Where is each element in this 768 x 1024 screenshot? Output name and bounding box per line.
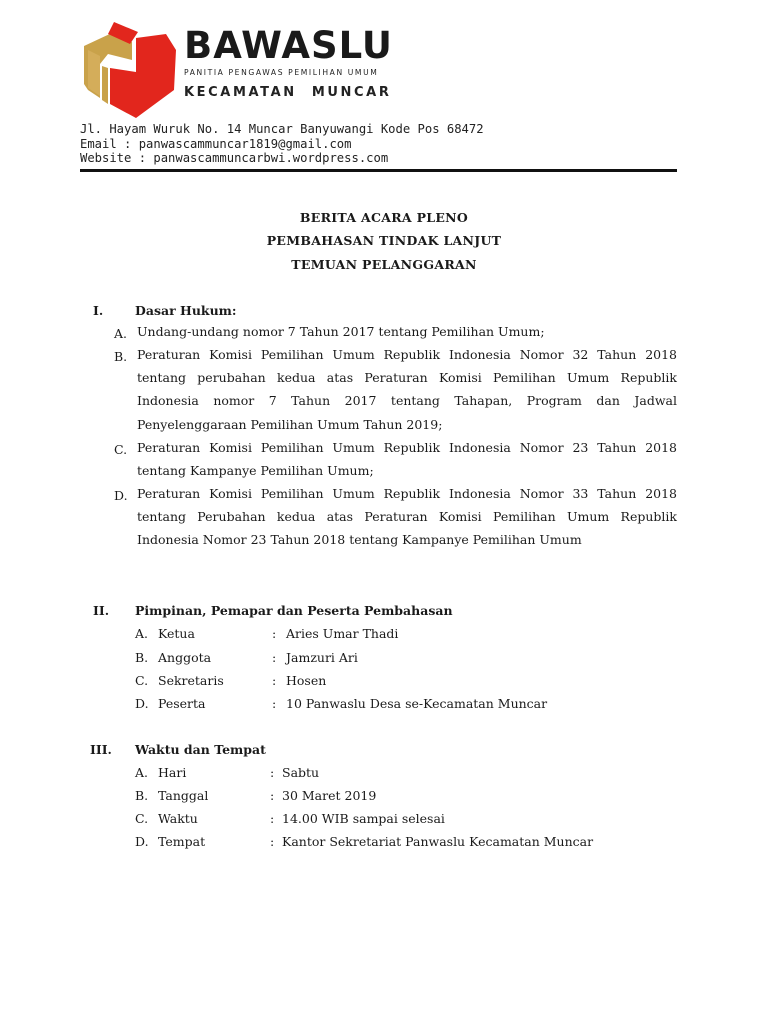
- row-label: B.: [135, 650, 149, 665]
- legal-item-text: Peraturan Komisi Pemilihan Umum Republik Indonesia Nomor 23 Tahun 2018 tentang Kampanye Pemilihan Umum;: [137, 440, 677, 479]
- row-colon: :: [270, 834, 275, 849]
- row-colon: :: [272, 673, 277, 688]
- row-name: Sekretaris: [158, 673, 224, 688]
- row-colon: :: [270, 811, 275, 826]
- row-label: A.: [135, 626, 149, 641]
- legal-item-label: D.: [114, 488, 128, 503]
- header-divider: [80, 169, 677, 172]
- section-1-number: I.: [93, 303, 104, 318]
- row-label: D.: [135, 696, 149, 711]
- contact-block: [80, 122, 484, 166]
- section-1-heading: Dasar Hukum:: [135, 303, 237, 318]
- row-value: Aries Umar Thadi: [286, 626, 399, 641]
- legal-item-text: Undang-undang nomor 7 Tahun 2017 tentang Pemilihan Umum;: [137, 324, 545, 339]
- row-label: C.: [135, 673, 149, 688]
- row-label: D.: [135, 834, 149, 849]
- row-label: C.: [135, 811, 149, 826]
- row-value: Jamzuri Ari: [286, 650, 358, 665]
- row-value: 10 Panwaslu Desa se-Kecamatan Muncar: [286, 696, 548, 711]
- org-subtitle: PANITIA PENGAWAS PEMILIHAN UMUM: [184, 68, 379, 77]
- section-2-number: II.: [93, 603, 110, 618]
- row-name: Peserta: [158, 696, 206, 711]
- section-3-number: III.: [90, 742, 112, 757]
- section-3-heading: Waktu dan Tempat: [135, 742, 266, 757]
- row-colon: :: [270, 765, 275, 780]
- row-label: B.: [135, 788, 149, 803]
- email-line: Email : panwascammuncar1819@gmail.com: [80, 136, 352, 151]
- row-colon: :: [272, 696, 277, 711]
- row-colon: :: [272, 650, 277, 665]
- legal-item-text: Peraturan Komisi Pemilihan Umum Republik Indonesia Nomor 33 Tahun 2018 tentang Perubahan kedua atas Peraturan Komisi Pemilihan Umum Republik Indonesia Nomor 23 Tahun 2018 tentang Kampanye Pemilihan Umum: [137, 486, 677, 548]
- row-label: A.: [135, 765, 149, 780]
- row-value: Hosen: [286, 673, 327, 688]
- row-name: Hari: [158, 765, 187, 780]
- title-line-2: PEMBAHASAN TINDAK LANJUT: [266, 233, 502, 248]
- row-name: Waktu: [158, 811, 198, 826]
- title-line-3: TEMUAN PELANGGARAN: [291, 257, 477, 272]
- legal-item-label: C.: [114, 442, 128, 457]
- row-value: 30 Maret 2019: [282, 788, 377, 803]
- row-colon: :: [270, 788, 275, 803]
- row-name: Tanggal: [158, 788, 209, 803]
- row-name: Tempat: [158, 834, 206, 849]
- org-name: BAWASLU: [184, 24, 393, 67]
- org-area: KECAMATAN MUNCAR: [184, 85, 392, 100]
- row-value: 14.00 WIB sampai selesai: [282, 811, 445, 826]
- row-value: Sabtu: [282, 765, 320, 780]
- legal-item-label: A.: [114, 326, 128, 341]
- org-block: [184, 26, 393, 100]
- website-line: Website : panwascammuncarbwi.wordpress.com: [80, 151, 389, 165]
- row-name: Ketua: [158, 626, 195, 641]
- title-line-1: BERITA ACARA PLENO: [299, 210, 469, 225]
- row-value: Kantor Sekretariat Panwaslu Kecamatan Muncar: [282, 834, 594, 849]
- row-name: Anggota: [158, 650, 212, 665]
- legal-item-label: B.: [114, 349, 128, 364]
- section-2-heading: Pimpinan, Pemapar dan Peserta Pembahasan: [135, 603, 453, 618]
- address-line: Jl. Hayam Wuruk No. 14 Muncar Banyuwangi Kode Pos 68472: [80, 122, 484, 136]
- row-colon: :: [272, 626, 277, 641]
- legal-item-text: Peraturan Komisi Pemilihan Umum Republik Indonesia Nomor 32 Tahun 2018 tentang perubahan kedua atas Peraturan Komisi Pemilihan Umum Republik Indonesia nomor 7 Tahun 2017 tentang Tahapan, Program dan Jadwal Penyelenggaraan Pemilihan Umum Tahun 2019;: [137, 347, 677, 432]
- bawaslu-logo: [80, 20, 178, 120]
